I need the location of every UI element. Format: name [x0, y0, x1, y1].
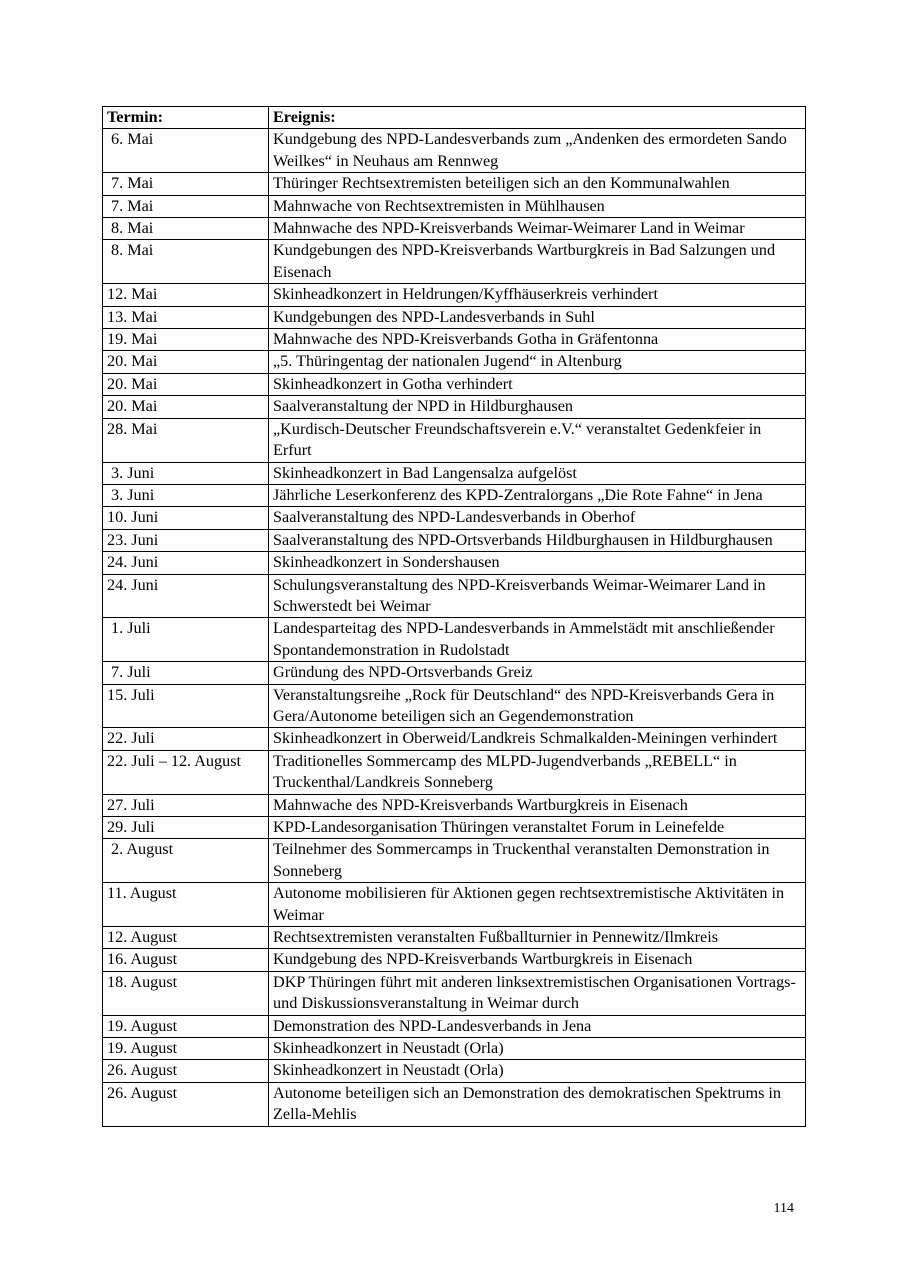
column-header-event: Ereignis: — [269, 107, 806, 129]
table-row — [103, 728, 806, 750]
event-date: 28. Mai — [103, 418, 269, 462]
table-row — [103, 552, 806, 574]
event-description: Demonstration des NPD-Landesverbands in Jena — [269, 1015, 806, 1037]
event-date: 19. August — [103, 1015, 269, 1037]
event-date: 20. Mai — [103, 373, 269, 395]
event-description: Skinheadkonzert in Sondershausen — [269, 552, 806, 574]
table-row — [103, 574, 806, 618]
table-row — [103, 373, 806, 395]
event-date: 20. Mai — [103, 396, 269, 418]
event-description: Mahnwache des NPD-Kreisverbands Weimar-Weimarer Land in Weimar — [269, 218, 806, 240]
event-date: 1. Juli — [103, 618, 269, 662]
table-row — [103, 750, 806, 794]
table-row — [103, 351, 806, 373]
page-number: 114 — [773, 1201, 794, 1216]
event-description: „5. Thüringentag der nationalen Jugend“ in Altenburg — [269, 351, 806, 373]
table-row — [103, 1015, 806, 1037]
event-date: 27. Juli — [103, 794, 269, 816]
event-description: Jährliche Leserkonferenz des KPD-Zentralorgans „Die Rote Fahne“ in Jena — [269, 484, 806, 506]
table-row — [103, 839, 806, 883]
event-description: Skinheadkonzert in Oberweid/Landkreis Schmalkalden-Meiningen verhindert — [269, 728, 806, 750]
table-row — [103, 618, 806, 662]
event-description: Kundgebungen des NPD-Landesverbands in Suhl — [269, 306, 806, 328]
event-description: KPD-Landesorganisation Thüringen veranstaltet Forum in Leinefelde — [269, 817, 806, 839]
event-date: 13. Mai — [103, 306, 269, 328]
table-row — [103, 949, 806, 971]
event-date: 11. August — [103, 883, 269, 927]
event-description: Landesparteitag des NPD-Landesverbands in Ammelstädt mit anschließender Spontandemonstration in Rudolstadt — [269, 618, 806, 662]
event-description: Rechtsextremisten veranstalten Fußballturnier in Pennewitz/Ilmkreis — [269, 927, 806, 949]
event-description: DKP Thüringen führt mit anderen linksextremistischen Organisationen Vortrags- und Diskussionsveranstaltung in Weimar durch — [269, 971, 806, 1015]
event-date: 18. August — [103, 971, 269, 1015]
table-row — [103, 1082, 806, 1126]
event-description: Autonome mobilisieren für Aktionen gegen rechtsextremistische Aktivitäten in Weimar — [269, 883, 806, 927]
event-date: 19. August — [103, 1038, 269, 1060]
events-body — [103, 129, 806, 1126]
table-row — [103, 662, 806, 684]
event-date: 26. August — [103, 1060, 269, 1082]
event-date: 16. August — [103, 949, 269, 971]
event-date: 7. Mai — [103, 173, 269, 195]
table-row — [103, 794, 806, 816]
event-description: Skinheadkonzert in Neustadt (Orla) — [269, 1060, 806, 1082]
event-description: Skinheadkonzert in Gotha verhindert — [269, 373, 806, 395]
table-row — [103, 329, 806, 351]
table-row — [103, 1038, 806, 1060]
event-description: Mahnwache von Rechtsextremisten in Mühlhausen — [269, 195, 806, 217]
table-row — [103, 462, 806, 484]
table-row — [103, 129, 806, 173]
event-date: 22. Juli — [103, 728, 269, 750]
event-date: 19. Mai — [103, 329, 269, 351]
event-date: 8. Mai — [103, 218, 269, 240]
event-date: 12. Mai — [103, 284, 269, 306]
table-row — [103, 817, 806, 839]
event-description: Veranstaltungsreihe „Rock für Deutschland“ des NPD-Kreisverbands Gera in Gera/Autonome beteiligen sich an Gegendemonstration — [269, 684, 806, 728]
table-row — [103, 284, 806, 306]
event-description: Schulungsveranstaltung des NPD-Kreisverbands Weimar-Weimarer Land in Schwerstedt bei Weimar — [269, 574, 806, 618]
table-row — [103, 396, 806, 418]
event-date: 10. Juni — [103, 507, 269, 529]
event-description: Kundgebung des NPD-Kreisverbands Wartburgkreis in Eisenach — [269, 949, 806, 971]
event-description: Skinheadkonzert in Heldrungen/Kyffhäuserkreis verhindert — [269, 284, 806, 306]
table-row — [103, 927, 806, 949]
event-description: Saalveranstaltung der NPD in Hildburghausen — [269, 396, 806, 418]
event-description: „Kurdisch-Deutscher Freundschaftsverein e.V.“ veranstaltet Gedenkfeier in Erfurt — [269, 418, 806, 462]
event-date: 3. Juni — [103, 462, 269, 484]
table-row — [103, 1060, 806, 1082]
event-description: Saalveranstaltung des NPD-Ortsverbands Hildburghausen in Hildburghausen — [269, 529, 806, 551]
event-description: Mahnwache des NPD-Kreisverbands Wartburgkreis in Eisenach — [269, 794, 806, 816]
event-description: Skinheadkonzert in Neustadt (Orla) — [269, 1038, 806, 1060]
event-description: Teilnehmer des Sommercamps in Truckenthal veranstalten Demonstration in Sonneberg — [269, 839, 806, 883]
event-date: 23. Juni — [103, 529, 269, 551]
event-description: Gründung des NPD-Ortsverbands Greiz — [269, 662, 806, 684]
table-row — [103, 418, 806, 462]
event-description: Traditionelles Sommercamp des MLPD-Jugendverbands „REBELL“ in Truckenthal/Landkreis Sonneberg — [269, 750, 806, 794]
event-date: 6. Mai — [103, 129, 269, 173]
table-row — [103, 218, 806, 240]
table-row — [103, 240, 806, 284]
column-header-date: Termin: — [103, 107, 269, 129]
table-row — [103, 507, 806, 529]
event-description: Saalveranstaltung des NPD-Landesverbands in Oberhof — [269, 507, 806, 529]
event-date: 26. August — [103, 1082, 269, 1126]
event-description: Mahnwache des NPD-Kreisverbands Gotha in Gräfentonna — [269, 329, 806, 351]
event-description: Thüringer Rechtsextremisten beteiligen sich an den Kommunalwahlen — [269, 173, 806, 195]
event-description: Kundgebung des NPD-Landesverbands zum „Andenken des ermordeten Sando Weilkes“ in Neuhaus am Rennweg — [269, 129, 806, 173]
table-row — [103, 306, 806, 328]
table-row — [103, 529, 806, 551]
table-row — [103, 684, 806, 728]
events-table — [102, 106, 806, 1127]
event-description: Skinheadkonzert in Bad Langensalza aufgelöst — [269, 462, 806, 484]
table-row — [103, 484, 806, 506]
event-date: 7. Mai — [103, 195, 269, 217]
event-date: 15. Juli — [103, 684, 269, 728]
table-row — [103, 173, 806, 195]
table-row — [103, 883, 806, 927]
event-date: 22. Juli – 12. August — [103, 750, 269, 794]
event-description: Autonome beteiligen sich an Demonstration des demokratischen Spektrums in Zella-Mehlis — [269, 1082, 806, 1126]
event-date: 24. Juni — [103, 574, 269, 618]
event-date: 29. Juli — [103, 817, 269, 839]
event-date: 3. Juni — [103, 484, 269, 506]
event-date: 20. Mai — [103, 351, 269, 373]
table-row — [103, 971, 806, 1015]
event-description: Kundgebungen des NPD-Kreisverbands Wartburgkreis in Bad Salzungen und Eisenach — [269, 240, 806, 284]
table-row — [103, 195, 806, 217]
table-header-row — [103, 107, 806, 129]
event-date: 2. August — [103, 839, 269, 883]
event-date: 8. Mai — [103, 240, 269, 284]
event-date: 7. Juli — [103, 662, 269, 684]
event-date: 12. August — [103, 927, 269, 949]
event-date: 24. Juni — [103, 552, 269, 574]
